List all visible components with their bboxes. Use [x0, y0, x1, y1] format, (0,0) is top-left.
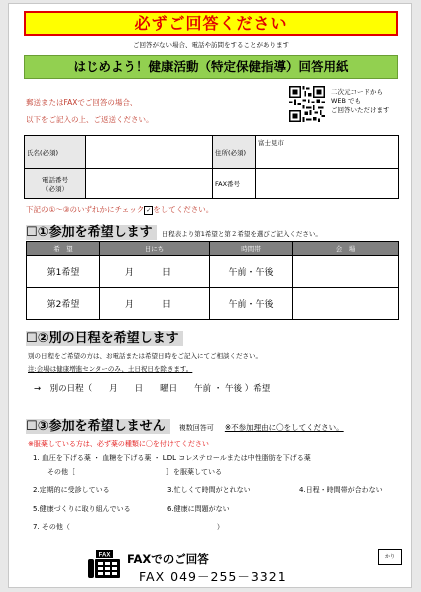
choice-cell: 第2希望: [27, 288, 100, 320]
reason-option-1-other[interactable]: その他［ ］を服薬している: [47, 468, 222, 476]
schedule-table: [26, 241, 399, 320]
venue-cell[interactable]: [293, 288, 399, 320]
section-3-header: [26, 415, 344, 434]
intro-line-2: 以下をご記入の上、ご返送ください。: [26, 115, 154, 124]
choice-cell: 第1希望: [27, 256, 100, 288]
reason-option-6[interactable]: 6.健康に問題がない: [167, 505, 230, 513]
fax-number: FAX 049－255－3321: [139, 569, 287, 584]
date-cell[interactable]: 月 日: [100, 256, 210, 288]
checkbox-sample-icon: ✓: [146, 206, 152, 214]
reason-option-7[interactable]: 7. その他（ ）: [33, 523, 224, 531]
qr-line-2: WEB でも: [331, 97, 362, 105]
qr-code-icon[interactable]: [289, 86, 325, 122]
col-date: 日にち: [100, 242, 210, 256]
time-cell[interactable]: 午前・午後: [210, 288, 293, 320]
answer-sheet-page: [8, 3, 412, 588]
fax-icon-label: FAX: [98, 552, 111, 559]
reason-option-4[interactable]: 4.日程・時間帯が合わない: [299, 486, 383, 494]
fax-label: FAX番号: [213, 169, 256, 199]
time-cell[interactable]: 午前・午後: [210, 256, 293, 288]
must-answer-banner: 必ずご回答ください: [24, 11, 398, 36]
reason-option-1[interactable]: 1. 血圧を下げる薬 ・ 血糖を下げる薬 ・ LDL コレステロールまたは中性脂肪を下げる薬: [33, 454, 311, 462]
qr-line-3: ご回答いただけます: [331, 106, 390, 114]
multi-answer-label: 複数回答可: [178, 424, 214, 432]
medication-note: ※服薬している方は、必ず薬の種類に〇を付けてください: [28, 440, 209, 448]
reason-option-5[interactable]: 5.健康づくりに取り組んでいる: [33, 505, 131, 513]
section-1-checkbox[interactable]: ☐: [26, 225, 38, 240]
date-cell[interactable]: 月 日: [100, 288, 210, 320]
venue-cell[interactable]: [293, 256, 399, 288]
fax-answer-title: FAXでのご回答: [127, 552, 209, 566]
section-2-note: 注:会場は健康増進センターのみ、土日祝日を除きます。: [28, 365, 193, 373]
section-3-checkbox[interactable]: ☐: [26, 419, 38, 434]
alt-date-line[interactable]: → 別の日程（ 月 日 曜日 午前 ・ 午後 ）希望: [34, 384, 271, 394]
address-value: 富士見市: [258, 139, 284, 147]
fax-field[interactable]: [256, 169, 399, 199]
stamp-box: かり: [378, 549, 402, 565]
name-label: 氏名(必須): [25, 136, 86, 169]
intro-line-1: 郵送またはFAXでご回答の場合、: [26, 98, 138, 107]
col-time: 時間帯: [210, 242, 293, 256]
section-2-line-1: 別の日程をご希望の方は、お電話または希望日時をご記入にてご相談ください。: [28, 352, 262, 360]
check-instruction: [26, 204, 213, 215]
col-venue: 会 場: [293, 242, 399, 256]
intro-text: [26, 94, 154, 128]
table-row: [27, 288, 399, 320]
personal-info-table: [24, 135, 399, 199]
qr-line-1: 二次元コードから: [331, 88, 383, 96]
qr-instructions: [331, 88, 390, 115]
address-label: 住所(必須): [213, 136, 256, 169]
col-choice: 希 望: [27, 242, 100, 256]
fax-machine-icon: [87, 549, 121, 579]
reason-required-note: ※不参加理由に〇をしてください。: [224, 423, 344, 432]
reason-option-3[interactable]: 3.忙しくて時間がとれない: [167, 486, 251, 494]
instruction-tail: をしてください。: [153, 205, 214, 214]
section-2-title[interactable]: ☐②別の日程を希望します: [26, 331, 183, 346]
phone-label: 電話番号 （必須）: [25, 169, 86, 199]
section-2-header: [26, 327, 183, 346]
table-row: [27, 256, 399, 288]
section-1-sub: 日程表より第1希望と第２希望を選びご記入ください。: [161, 230, 322, 238]
section-1-title[interactable]: ☐①参加を希望します: [26, 225, 157, 240]
reason-option-2[interactable]: 2.定期的に受診している: [33, 486, 110, 494]
section-1-header: [26, 221, 322, 240]
no-answer-note: ご回答がない場合、電話や訪問をすることがあります: [133, 41, 289, 49]
phone-field[interactable]: [86, 169, 213, 199]
address-field[interactable]: [256, 136, 399, 169]
name-field[interactable]: [86, 136, 213, 169]
instruction-text: 下記の①～③のいずれかにチェック: [26, 205, 145, 214]
section-2-checkbox[interactable]: ☐: [26, 331, 38, 346]
form-title: はじめよう！健康活動（特定保健指導）回答用紙: [24, 55, 398, 79]
section-3-title[interactable]: ☐③参加を希望しません: [26, 419, 170, 434]
